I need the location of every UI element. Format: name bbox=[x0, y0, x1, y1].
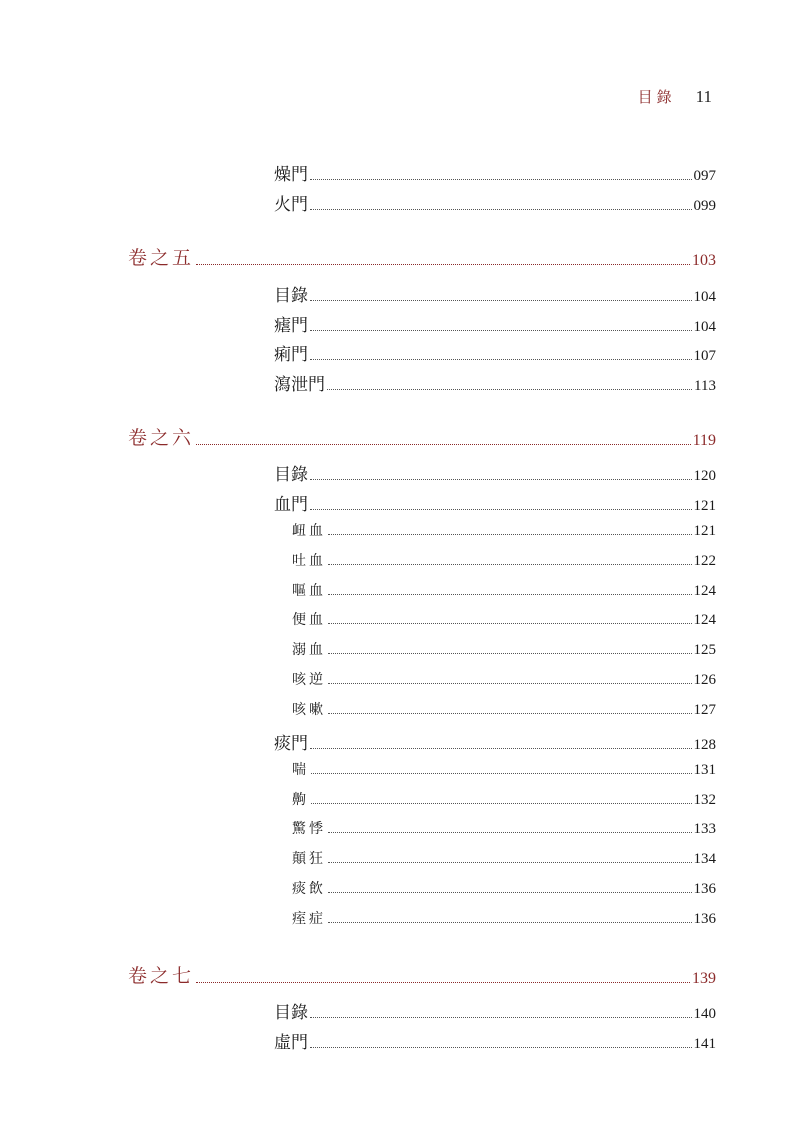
dot-leader bbox=[310, 330, 692, 331]
toc-page-number: 128 bbox=[693, 737, 716, 753]
toc-label: 燥門 bbox=[274, 165, 308, 185]
toc-page-number: 124 bbox=[693, 612, 716, 628]
toc-section-row bbox=[128, 961, 716, 988]
toc-page-number: 097 bbox=[693, 168, 716, 184]
toc-label: 痰飲 bbox=[292, 881, 326, 897]
dot-leader bbox=[310, 479, 692, 480]
toc-entry-row bbox=[292, 908, 716, 928]
toc-entry-row bbox=[274, 281, 716, 306]
toc-label: 目錄 bbox=[274, 286, 308, 306]
toc-label: 目錄 bbox=[274, 1003, 308, 1023]
toc-entry-row bbox=[292, 520, 716, 540]
toc-page-number: 139 bbox=[692, 970, 716, 987]
dot-leader bbox=[310, 748, 692, 749]
toc-page-number: 136 bbox=[693, 881, 716, 897]
toc-label: 喘 bbox=[292, 762, 309, 778]
toc-page-number: 099 bbox=[693, 198, 716, 214]
toc-page-number: 120 bbox=[693, 468, 716, 484]
toc-page-number: 132 bbox=[693, 792, 716, 808]
toc-label: 顛狂 bbox=[292, 851, 326, 867]
dot-leader bbox=[310, 1017, 692, 1018]
toc-page-number: 107 bbox=[693, 348, 716, 364]
dot-leader bbox=[328, 594, 692, 595]
toc-label: 嘔血 bbox=[292, 583, 326, 599]
toc-entry-row bbox=[274, 490, 716, 515]
toc-label: 便血 bbox=[292, 612, 326, 628]
toc-entry-row bbox=[292, 609, 716, 629]
dot-leader bbox=[327, 389, 692, 390]
toc-page-number: 121 bbox=[693, 498, 716, 514]
dot-leader bbox=[196, 982, 690, 983]
dot-leader bbox=[328, 862, 692, 863]
toc-entry-row bbox=[274, 370, 716, 395]
toc-entry-row bbox=[274, 340, 716, 365]
toc-label: 咳逆 bbox=[292, 672, 326, 688]
toc-entry-row bbox=[292, 848, 716, 868]
toc-page-number: 141 bbox=[693, 1036, 716, 1052]
toc-entry-row bbox=[274, 311, 716, 336]
toc-page-number: 122 bbox=[693, 553, 716, 569]
dot-leader bbox=[328, 922, 692, 923]
dot-leader bbox=[310, 1047, 692, 1048]
toc-entry-row bbox=[292, 550, 716, 570]
toc-page-number: 119 bbox=[692, 432, 716, 449]
toc-page-number: 127 bbox=[693, 702, 716, 718]
dot-leader bbox=[310, 509, 692, 510]
dot-leader bbox=[328, 534, 692, 535]
toc-page-number: 121 bbox=[693, 523, 716, 539]
dot-leader bbox=[310, 359, 692, 360]
toc-label: 瀉泄門 bbox=[274, 375, 325, 395]
toc-entry-row bbox=[274, 998, 716, 1023]
toc-label: 痰門 bbox=[274, 734, 308, 754]
toc-label: 卷之六 bbox=[128, 427, 195, 449]
toc-entry-row bbox=[274, 160, 716, 185]
toc-entry-row bbox=[274, 1028, 716, 1053]
toc-label: 目錄 bbox=[274, 465, 308, 485]
dot-leader bbox=[328, 653, 692, 654]
dot-leader bbox=[328, 832, 692, 833]
toc-label: 驚悸 bbox=[292, 821, 326, 837]
toc-label: 吐血 bbox=[292, 553, 326, 569]
dot-leader bbox=[310, 179, 692, 180]
toc-label: 卷之五 bbox=[128, 247, 195, 269]
toc-section-row bbox=[128, 243, 716, 270]
dot-leader bbox=[328, 623, 692, 624]
toc-entry-row bbox=[292, 759, 716, 779]
toc-label: 火門 bbox=[274, 195, 308, 215]
toc-page-number: 113 bbox=[694, 378, 716, 394]
toc-label: 虛門 bbox=[274, 1033, 308, 1053]
toc-label: 痢門 bbox=[274, 345, 308, 365]
dot-leader bbox=[310, 300, 692, 301]
dot-leader bbox=[196, 264, 690, 265]
toc-entry-row bbox=[292, 669, 716, 689]
toc-entry-row bbox=[292, 878, 716, 898]
toc-label: 痓症 bbox=[292, 911, 326, 927]
dot-leader bbox=[328, 892, 692, 893]
toc-label: 血門 bbox=[274, 495, 308, 515]
dot-leader bbox=[311, 773, 692, 774]
dot-leader bbox=[328, 683, 692, 684]
toc-entry-row bbox=[292, 789, 716, 809]
page-number: 11 bbox=[695, 87, 712, 106]
toc-label: 衄血 bbox=[292, 523, 326, 539]
toc-page-number: 125 bbox=[693, 642, 716, 658]
toc-entry-row bbox=[292, 699, 716, 719]
toc-label: 瘧門 bbox=[274, 316, 308, 336]
dot-leader bbox=[196, 444, 691, 445]
toc-label: 咳嗽 bbox=[292, 702, 326, 718]
toc-page-number: 124 bbox=[693, 583, 716, 599]
toc-page-number: 126 bbox=[693, 672, 716, 688]
toc-page-number: 140 bbox=[693, 1006, 716, 1022]
header-title: 目錄 bbox=[637, 88, 676, 106]
toc-entry-row bbox=[274, 729, 716, 754]
toc-page-number: 104 bbox=[693, 319, 716, 335]
dot-leader bbox=[328, 713, 692, 714]
toc-label: 卷之七 bbox=[128, 965, 195, 987]
toc-page-number: 134 bbox=[693, 851, 716, 867]
dot-leader bbox=[328, 564, 692, 565]
toc-entry-row bbox=[274, 460, 716, 485]
toc-entry-row bbox=[274, 190, 716, 215]
dot-leader bbox=[311, 803, 692, 804]
toc-page-number: 136 bbox=[693, 911, 716, 927]
dot-leader bbox=[310, 209, 692, 210]
toc-entry-row bbox=[292, 818, 716, 838]
toc-section-row bbox=[128, 423, 716, 450]
toc-entry-row bbox=[292, 639, 716, 659]
toc-entry-row bbox=[292, 580, 716, 600]
toc-page-number: 133 bbox=[693, 821, 716, 837]
toc-label: 溺血 bbox=[292, 642, 326, 658]
toc-page-number: 103 bbox=[692, 252, 716, 269]
toc-page-number: 131 bbox=[693, 762, 716, 778]
toc-page-number: 104 bbox=[693, 289, 716, 305]
toc-label: 齁 bbox=[292, 792, 309, 808]
